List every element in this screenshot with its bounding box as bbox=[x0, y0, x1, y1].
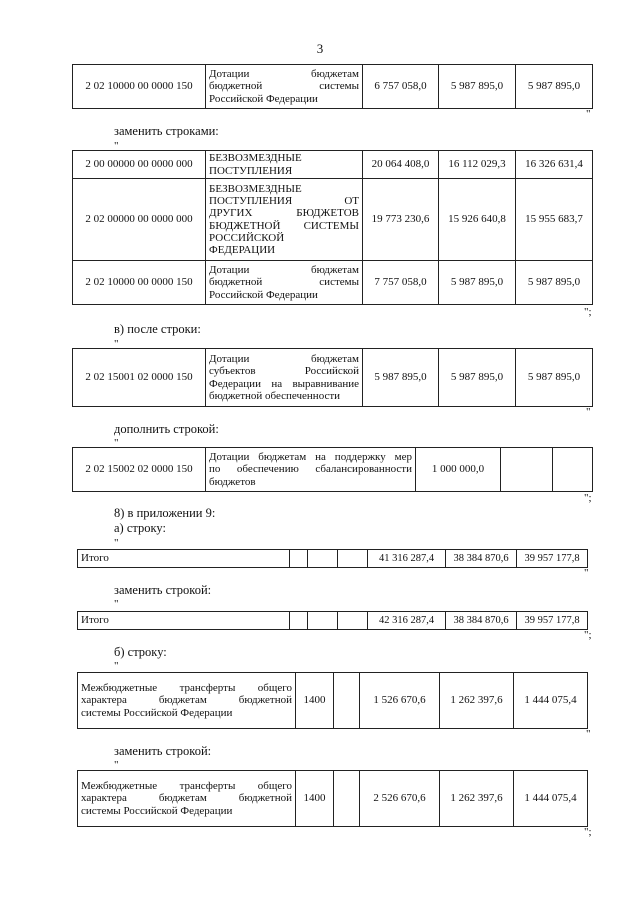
name-line: Дотации бюджетам на поддержку мер bbox=[209, 451, 412, 464]
value-cell: 39 957 177,8 bbox=[517, 612, 588, 630]
budget-code: 2 02 10000 00 0000 150 bbox=[73, 65, 206, 109]
value-cell: 1 000 000,0 bbox=[416, 448, 501, 492]
section-code: 1400 bbox=[296, 673, 334, 729]
page-number: 3 bbox=[316, 41, 324, 56]
value-cell: 5 987 895,0 bbox=[439, 65, 516, 109]
table-row bbox=[78, 612, 588, 630]
closing-quote: "; bbox=[584, 492, 592, 504]
name-line: БЕЗВОЗМЕЗДНЫЕ bbox=[209, 152, 302, 165]
empty-cell bbox=[290, 612, 308, 630]
name-line: РОССИЙСКОЙ bbox=[209, 231, 285, 244]
value-cell: 5 987 895,0 bbox=[439, 349, 516, 407]
table-original-row bbox=[72, 64, 593, 109]
row-name bbox=[78, 673, 296, 729]
name-line: бюджетов bbox=[209, 475, 256, 488]
name-line: бюджетной обеспеченности bbox=[209, 389, 341, 402]
opening-quote: " bbox=[114, 660, 119, 672]
empty-cell bbox=[334, 673, 360, 729]
table-row bbox=[78, 771, 588, 827]
value-cell: 15 926 640,8 bbox=[439, 179, 516, 261]
name-line: бюджетной системы bbox=[209, 276, 359, 289]
instruction-text: заменить строками: bbox=[114, 124, 219, 138]
instruction-text: заменить строкой: bbox=[114, 744, 212, 758]
section-code: 1400 bbox=[296, 771, 334, 827]
empty-cell bbox=[308, 612, 338, 630]
table-after-row bbox=[72, 348, 593, 407]
table-row bbox=[73, 179, 593, 261]
table-transfers-original bbox=[77, 672, 588, 729]
name-line: Дотации бюджетам bbox=[209, 264, 359, 277]
empty-cell bbox=[338, 550, 368, 568]
closing-quote: " bbox=[584, 567, 589, 579]
total-label: Итого bbox=[78, 550, 290, 568]
opening-quote: " bbox=[114, 537, 119, 549]
value-cell: 1 262 397,6 bbox=[440, 673, 514, 729]
table-row bbox=[73, 261, 593, 305]
name-line: БЕЗВОЗМЕЗДНЫЕ bbox=[209, 182, 302, 195]
name-line: БЮДЖЕТНОЙ СИСТЕМЫ bbox=[209, 219, 359, 232]
value-cell: 5 987 895,0 bbox=[516, 261, 593, 305]
total-label: Итого bbox=[78, 612, 290, 630]
opening-quote: " bbox=[114, 598, 119, 610]
row-name bbox=[206, 65, 363, 109]
name-line: характера бюджетам бюджетной bbox=[81, 694, 292, 707]
opening-quote: " bbox=[114, 437, 119, 449]
name-line: Российской Федерации bbox=[209, 92, 318, 105]
budget-code: 2 02 00000 00 0000 000 bbox=[73, 179, 206, 261]
row-name bbox=[206, 448, 416, 492]
name-line: Дотации бюджетам bbox=[209, 68, 359, 81]
budget-code: 2 02 10000 00 0000 150 bbox=[73, 261, 206, 305]
row-name bbox=[206, 261, 363, 305]
value-cell: 5 987 895,0 bbox=[363, 349, 439, 407]
table-added-row bbox=[72, 447, 593, 492]
table-replacement-rows bbox=[72, 150, 593, 305]
closing-quote: " bbox=[586, 406, 591, 418]
instruction-text: заменить строкой: bbox=[114, 583, 212, 597]
row-name bbox=[78, 771, 296, 827]
value-cell: 1 262 397,6 bbox=[440, 771, 514, 827]
value-cell: 1 526 670,6 bbox=[360, 673, 440, 729]
name-line: системы Российской Федерации bbox=[81, 706, 233, 719]
table-row bbox=[73, 151, 593, 179]
row-name bbox=[206, 151, 363, 179]
instruction-text: а) строку: bbox=[114, 521, 166, 535]
value-cell: 2 526 670,6 bbox=[360, 771, 440, 827]
name-line: Российской Федерации bbox=[209, 288, 318, 301]
value-cell: 20 064 408,0 bbox=[363, 151, 439, 179]
value-cell bbox=[553, 448, 593, 492]
empty-cell bbox=[290, 550, 308, 568]
value-cell: 7 757 058,0 bbox=[363, 261, 439, 305]
instruction-text: в) после строки: bbox=[114, 322, 201, 336]
table-total-replacement bbox=[77, 611, 588, 630]
instruction-text: дополнить строкой: bbox=[114, 422, 219, 436]
table-row bbox=[73, 65, 593, 109]
value-cell: 19 773 230,6 bbox=[363, 179, 439, 261]
value-cell: 41 316 287,4 bbox=[368, 550, 446, 568]
value-cell: 1 444 075,4 bbox=[514, 673, 588, 729]
value-cell: 38 384 870,6 bbox=[446, 550, 517, 568]
name-line: Межбюджетные трансферты общего bbox=[81, 780, 292, 793]
table-row bbox=[78, 550, 588, 568]
closing-quote: "; bbox=[584, 629, 592, 641]
opening-quote: " bbox=[114, 759, 119, 771]
closing-quote: "; bbox=[584, 826, 592, 838]
budget-code: 2 02 15002 02 0000 150 bbox=[73, 448, 206, 492]
value-cell: 5 987 895,0 bbox=[516, 349, 593, 407]
value-cell: 5 987 895,0 bbox=[439, 261, 516, 305]
name-line: характера бюджетам бюджетной bbox=[81, 792, 292, 805]
table-row bbox=[73, 349, 593, 407]
budget-code: 2 00 00000 00 0000 000 bbox=[73, 151, 206, 179]
empty-cell bbox=[308, 550, 338, 568]
name-line: ПОСТУПЛЕНИЯ bbox=[209, 164, 293, 177]
table-total-original bbox=[77, 549, 588, 568]
table-row bbox=[73, 448, 593, 492]
value-cell: 42 316 287,4 bbox=[368, 612, 446, 630]
value-cell: 5 987 895,0 bbox=[516, 65, 593, 109]
name-line: бюджетной системы bbox=[209, 80, 359, 93]
closing-quote: "; bbox=[584, 306, 592, 318]
instruction-text: б) строку: bbox=[114, 645, 167, 659]
value-cell bbox=[501, 448, 553, 492]
budget-code: 2 02 15001 02 0000 150 bbox=[73, 349, 206, 407]
name-line: субъектов Российской bbox=[209, 365, 359, 378]
empty-cell bbox=[338, 612, 368, 630]
value-cell: 39 957 177,8 bbox=[517, 550, 588, 568]
opening-quote: " bbox=[114, 338, 119, 350]
value-cell: 16 326 631,4 bbox=[516, 151, 593, 179]
name-line: ДРУГИХ БЮДЖЕТОВ bbox=[209, 207, 359, 220]
value-cell: 38 384 870,6 bbox=[446, 612, 517, 630]
name-line: системы Российской Федерации bbox=[81, 804, 233, 817]
name-line: Дотации бюджетам bbox=[209, 352, 359, 365]
closing-quote: " bbox=[586, 108, 591, 120]
instruction-text: 8) в приложении 9: bbox=[114, 506, 216, 520]
closing-quote: " bbox=[586, 728, 591, 740]
value-cell: 6 757 058,0 bbox=[363, 65, 439, 109]
value-cell: 1 444 075,4 bbox=[514, 771, 588, 827]
value-cell: 15 955 683,7 bbox=[516, 179, 593, 261]
row-name bbox=[206, 349, 363, 407]
empty-cell bbox=[334, 771, 360, 827]
name-line: Федерации на выравнивание bbox=[209, 377, 359, 390]
opening-quote: " bbox=[114, 140, 119, 152]
value-cell: 16 112 029,3 bbox=[439, 151, 516, 179]
table-row bbox=[78, 673, 588, 729]
table-transfers-replacement bbox=[77, 770, 588, 827]
name-line: ПОСТУПЛЕНИЯ ОТ bbox=[209, 194, 359, 207]
name-line: Межбюджетные трансферты общего bbox=[81, 682, 292, 695]
name-line: по обеспечению сбалансированности bbox=[209, 463, 412, 476]
name-line: ФЕДЕРАЦИИ bbox=[209, 244, 276, 257]
row-name bbox=[206, 179, 363, 261]
